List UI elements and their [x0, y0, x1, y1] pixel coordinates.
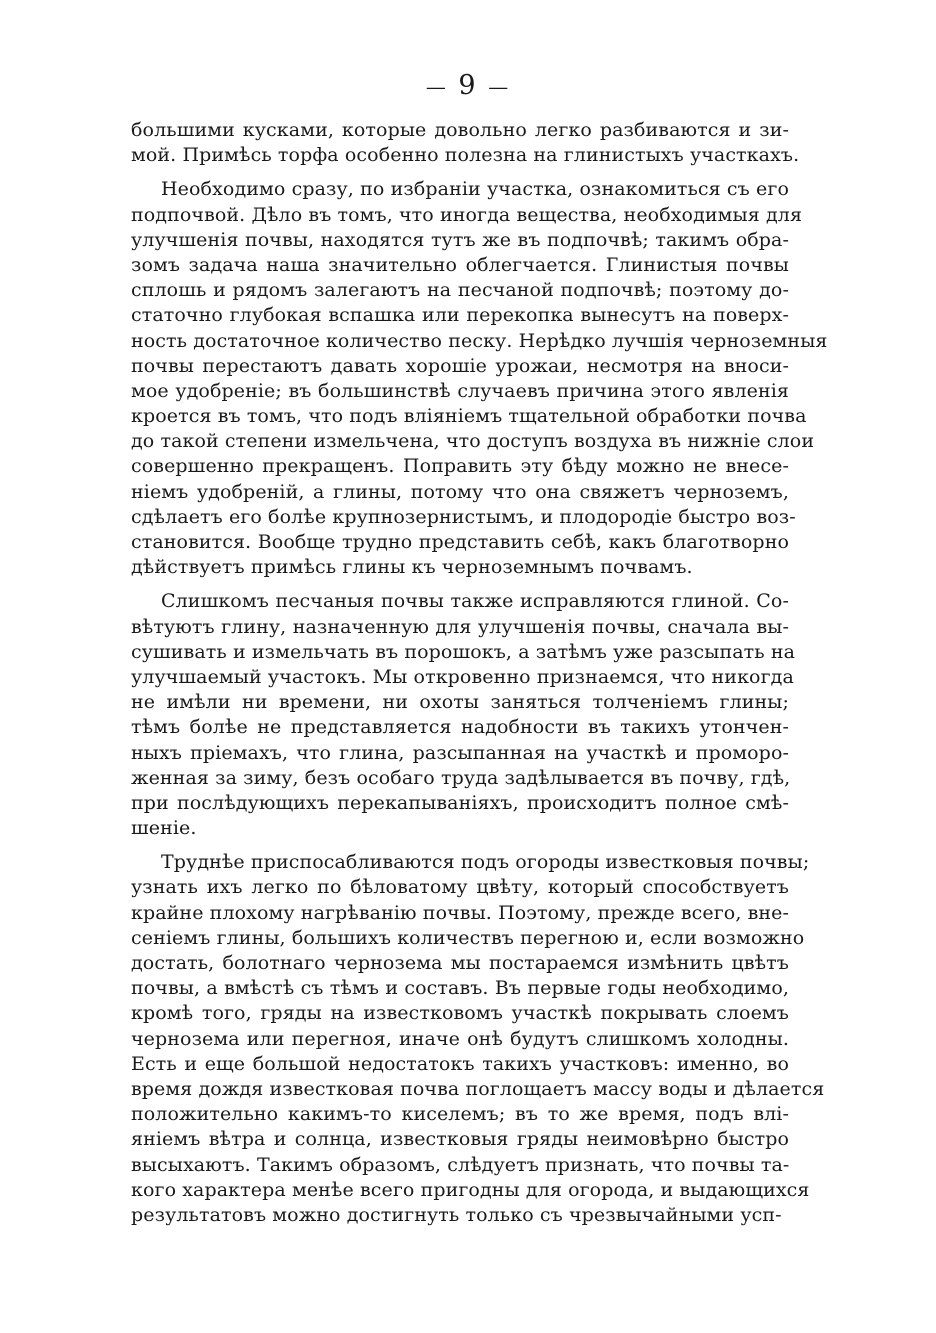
text-line: крайне плохому нагрѣванію почвы. Поэтому, прежде всего, вне-	[131, 901, 790, 924]
text-line: сушивать и измельчать въ порошокъ, а затѣмъ уже разсыпать на	[131, 640, 796, 663]
text-line: Есть и еще большой недостатокъ такихъ участковъ: именно, во	[131, 1052, 789, 1075]
text-line: чернозема или перегноя, иначе онѣ будутъ слишкомъ холодны.	[131, 1027, 789, 1050]
text-line: мой. Примѣсь торфа особенно полезна на глинистыхъ участкахъ.	[131, 144, 800, 167]
text-line: ніемъ удобреній, а глины, потому что она свяжетъ черноземъ,	[131, 480, 789, 503]
text-line: вѣтуютъ глину, назначенную для улучшенія почвы, сначала вы-	[131, 615, 789, 638]
text-line: время дождя известковая почва поглощаетъ массу воды и дѣлается	[131, 1077, 825, 1100]
paragraph	[131, 589, 796, 841]
text-line: сдѣлаетъ его болѣе крупнозернистымъ, и плодородіе быстро воз-	[131, 505, 796, 528]
paragraph	[131, 177, 828, 580]
text-line: улучшенія почвы, находятся тутъ же въ подпочвѣ; такимъ обра-	[131, 228, 789, 251]
text-line: сеніемъ глины, большихъ количествъ перегною и, если возможно	[131, 926, 805, 949]
page-number: 9	[458, 70, 478, 101]
text-line: подпочвой. Дѣло въ томъ, что иногда вещества, необходимыя для	[131, 203, 803, 226]
text-line: почвы, а вмѣстѣ съ тѣмъ и составъ. Въ первые годы необходимо,	[131, 977, 789, 1000]
text-line: узнать ихъ легко по бѣловатому цвѣту, который способствуетъ	[131, 876, 789, 899]
page-header	[0, 70, 936, 101]
text-line: почвы перестаютъ давать хорошіе урожаи, несмотря на вноси-	[131, 354, 789, 377]
text-line: кромѣ того, гряды на известковомъ участкѣ покрывать слоемъ	[131, 1002, 789, 1025]
text-line: при послѣдующихъ перекапываніяхъ, происходитъ полное смѣ-	[131, 791, 789, 814]
text-line: положительно какимъ-то киселемъ; въ то же время, подъ влі-	[131, 1103, 789, 1126]
text-line: достать, болотнаго чернозема мы постараемся измѣнить цвѣтъ	[131, 952, 789, 974]
text-line: Слишкомъ песчаныя почвы также исправляются глиной. Со-	[161, 590, 789, 613]
text-line: результатовъ можно достигнуть только съ чрезвычайными усп-	[131, 1203, 782, 1226]
text-line: Необходимо сразу, по избраніи участка, ознакомиться съ его	[161, 178, 789, 201]
text-line: кроется въ томъ, что подъ вліяніемъ тщательной обработки почва	[131, 405, 807, 428]
paragraph	[131, 850, 825, 1228]
text-line: яніемъ вѣтра и солнца, известковыя гряды неимовѣрно быстро	[131, 1128, 789, 1151]
header-dash-left: —	[425, 74, 448, 99]
text-line: большими кусками, которые довольно легко разбиваются и зи-	[131, 119, 789, 141]
text-line: тѣмъ болѣе не представляется надобности въ такихъ утончен-	[131, 716, 789, 739]
text-line: до такой степени измельчена, что доступъ воздуха въ нижніе слои	[131, 430, 815, 453]
text-line: ныхъ пріемахъ, что глина, разсыпанная на участкѣ и проморо-	[131, 741, 789, 764]
text-line: ность достаточное количество песку. Нерѣдко лучшія черноземныя	[131, 329, 828, 352]
text-line: улучшаемый участокъ. Мы откровенно признаемся, что никогда	[131, 665, 794, 688]
paragraph	[131, 118, 800, 168]
text-line: кого характера менѣе всего пригодны для огорода, и выдающихся	[131, 1178, 810, 1201]
text-line: совершенно прекращенъ. Поправить эту бѣду можно не внесе-	[131, 455, 789, 478]
text-line: становится. Вообще трудно представить себѣ, какъ благотворно	[131, 531, 789, 553]
text-line: мое удобреніе; въ большинствѣ случаевъ причина этого явленія	[131, 379, 789, 402]
header-dash-right: —	[488, 74, 511, 99]
text-line: статочно глубокая вспашка или перекопка вынесутъ на поверх-	[131, 304, 789, 327]
text-line: высыхаютъ. Такимъ образомъ, слѣдуетъ признать, что почвы та-	[131, 1153, 790, 1176]
text-line: не имѣли ни времени, ни охоты заняться толченіемъ глины;	[131, 691, 789, 714]
text-line: дѣйствуетъ примѣсь глины къ черноземнымъ почвамъ.	[131, 556, 693, 579]
text-line: зомъ задача наша значительно облегчается. Глинистыя почвы	[131, 253, 789, 276]
text-line: шеніе.	[131, 817, 197, 840]
text-line: сплошь и рядомъ залегаютъ на песчаной подпочвѣ; поэтому до-	[131, 279, 789, 302]
body-text	[131, 118, 828, 1237]
text-line: женная за зиму, безъ особаго труда задѣлывается въ почву, гдѣ,	[131, 766, 791, 789]
text-line: Труднѣе приспосабливаются подъ огороды известковыя почвы;	[161, 851, 810, 874]
